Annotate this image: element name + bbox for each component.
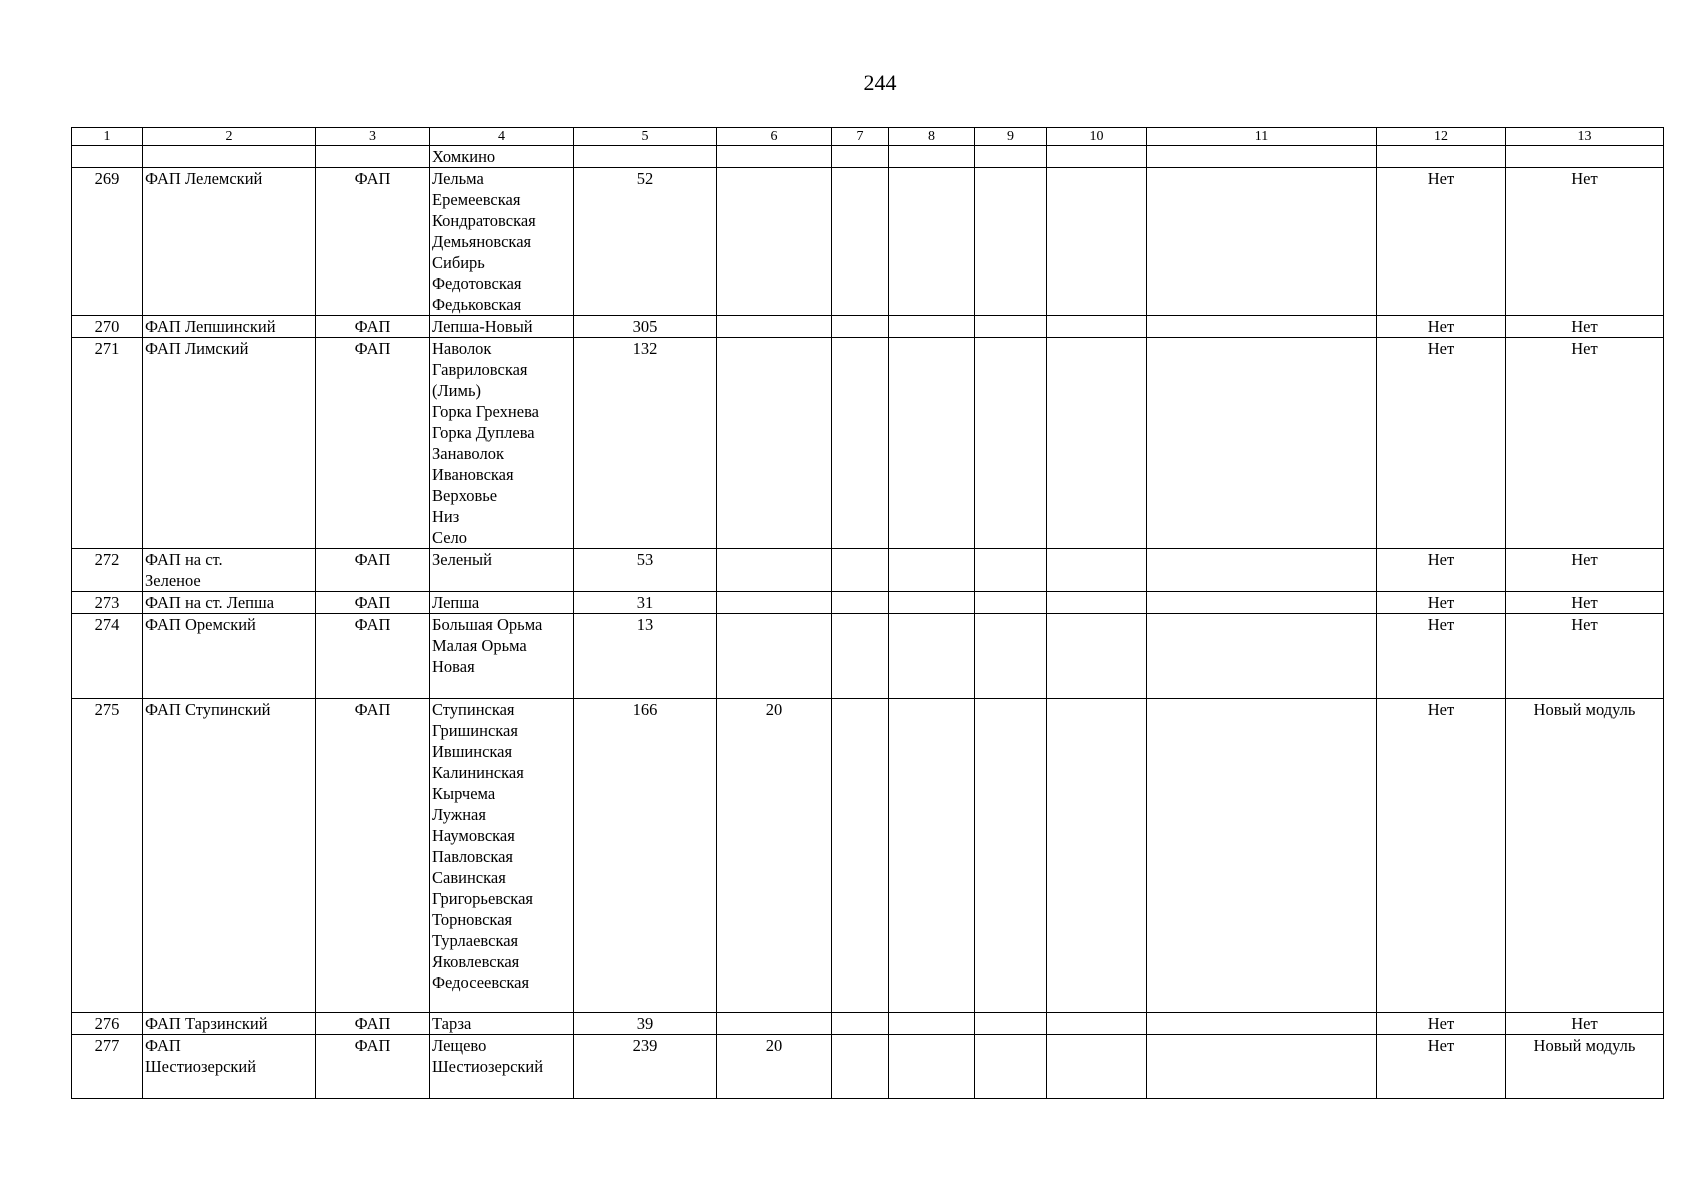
settlements: Зеленый bbox=[430, 549, 574, 592]
empty-cell bbox=[1147, 338, 1377, 549]
empty-cell bbox=[832, 1013, 889, 1035]
row-number: 271 bbox=[72, 338, 143, 549]
facility-name bbox=[143, 146, 316, 168]
facility-type: ФАП bbox=[316, 168, 430, 316]
column-6-value bbox=[717, 614, 832, 699]
column-6-value: 20 bbox=[717, 699, 832, 1013]
empty-cell bbox=[832, 338, 889, 549]
settlements: Наволок Гавриловская (Лимь) Горка Грехнева Горка Дуплева Занаволок Ивановская Верховье Низ Село bbox=[430, 338, 574, 549]
empty-cell bbox=[1147, 316, 1377, 338]
facility-name: ФАП Ступинский bbox=[143, 699, 316, 1013]
facility-name: ФАП Лепшинский bbox=[143, 316, 316, 338]
empty-cell bbox=[1147, 592, 1377, 614]
empty-cell bbox=[975, 1013, 1047, 1035]
empty-cell bbox=[1147, 549, 1377, 592]
empty-cell bbox=[889, 316, 975, 338]
column-13-value bbox=[1506, 146, 1664, 168]
facility-type: ФАП bbox=[316, 1013, 430, 1035]
page-number: 244 bbox=[863, 70, 897, 95]
header-row bbox=[72, 128, 1664, 146]
table-row bbox=[72, 592, 1664, 614]
empty-cell bbox=[832, 146, 889, 168]
settlements: Ступинская Гришинская Ившинская Калининская Кырчема Лужная Наумовская Павловская Савинская Григорьевская Торновская Турлаевская Яковлевская Федосеевская bbox=[430, 699, 574, 1013]
facility-type: ФАП bbox=[316, 699, 430, 1013]
population: 166 bbox=[574, 699, 717, 1013]
table-row bbox=[72, 338, 1664, 549]
table-row bbox=[72, 1013, 1664, 1035]
column-header: 12 bbox=[1377, 128, 1506, 146]
settlements: Лещево Шестиозерский bbox=[430, 1035, 574, 1099]
facility-type: ФАП bbox=[316, 1035, 430, 1099]
column-6-value bbox=[717, 1013, 832, 1035]
facility-type: ФАП bbox=[316, 316, 430, 338]
empty-cell bbox=[975, 146, 1047, 168]
empty-cell bbox=[1147, 699, 1377, 1013]
facility-name: ФАП Тарзинский bbox=[143, 1013, 316, 1035]
empty-cell bbox=[975, 338, 1047, 549]
row-number: 276 bbox=[72, 1013, 143, 1035]
column-header: 8 bbox=[889, 128, 975, 146]
settlements: Тарза bbox=[430, 1013, 574, 1035]
empty-cell bbox=[975, 168, 1047, 316]
column-6-value: 20 bbox=[717, 1035, 832, 1099]
population: 239 bbox=[574, 1035, 717, 1099]
empty-cell bbox=[975, 614, 1047, 699]
column-header: 4 bbox=[430, 128, 574, 146]
population: 53 bbox=[574, 549, 717, 592]
column-12-value: Нет bbox=[1377, 699, 1506, 1013]
column-12-value: Нет bbox=[1377, 592, 1506, 614]
population: 52 bbox=[574, 168, 717, 316]
column-6-value bbox=[717, 338, 832, 549]
facility-name: ФАП Лелемский bbox=[143, 168, 316, 316]
column-header: 9 bbox=[975, 128, 1047, 146]
column-13-value: Нет bbox=[1506, 592, 1664, 614]
empty-cell bbox=[889, 1013, 975, 1035]
table-row bbox=[72, 699, 1664, 1013]
row-number bbox=[72, 146, 143, 168]
column-12-value: Нет bbox=[1377, 614, 1506, 699]
column-12-value: Нет bbox=[1377, 549, 1506, 592]
column-12-value bbox=[1377, 146, 1506, 168]
empty-cell bbox=[832, 1035, 889, 1099]
column-header: 3 bbox=[316, 128, 430, 146]
empty-cell bbox=[1147, 1035, 1377, 1099]
row-number: 272 bbox=[72, 549, 143, 592]
row-number: 270 bbox=[72, 316, 143, 338]
empty-cell bbox=[1147, 614, 1377, 699]
row-number: 277 bbox=[72, 1035, 143, 1099]
table-row bbox=[72, 1035, 1664, 1099]
empty-cell bbox=[975, 549, 1047, 592]
population: 13 bbox=[574, 614, 717, 699]
row-number: 274 bbox=[72, 614, 143, 699]
empty-cell bbox=[1047, 699, 1147, 1013]
empty-cell bbox=[832, 549, 889, 592]
column-6-value bbox=[717, 168, 832, 316]
column-12-value: Нет bbox=[1377, 338, 1506, 549]
empty-cell bbox=[889, 614, 975, 699]
empty-cell bbox=[975, 699, 1047, 1013]
column-12-value: Нет bbox=[1377, 1013, 1506, 1035]
column-13-value: Новый модуль bbox=[1506, 1035, 1664, 1099]
empty-cell bbox=[889, 592, 975, 614]
column-13-value: Нет bbox=[1506, 338, 1664, 549]
column-6-value bbox=[717, 549, 832, 592]
empty-cell bbox=[889, 338, 975, 549]
population bbox=[574, 146, 717, 168]
facilities-table bbox=[71, 127, 1664, 1099]
empty-cell bbox=[832, 699, 889, 1013]
column-13-value: Нет bbox=[1506, 316, 1664, 338]
empty-cell bbox=[975, 592, 1047, 614]
empty-cell bbox=[832, 316, 889, 338]
facility-name: ФАП на ст. Лепша bbox=[143, 592, 316, 614]
column-13-value: Новый модуль bbox=[1506, 699, 1664, 1013]
settlements: Большая Орьма Малая Орьма Новая bbox=[430, 614, 574, 699]
row-number: 275 bbox=[72, 699, 143, 1013]
column-13-value: Нет bbox=[1506, 614, 1664, 699]
population: 31 bbox=[574, 592, 717, 614]
column-6-value bbox=[717, 146, 832, 168]
facility-type: ФАП bbox=[316, 549, 430, 592]
facility-name: ФАП Шестиозерский bbox=[143, 1035, 316, 1099]
empty-cell bbox=[832, 168, 889, 316]
column-13-value: Нет bbox=[1506, 168, 1664, 316]
empty-cell bbox=[889, 1035, 975, 1099]
facility-type: ФАП bbox=[316, 338, 430, 549]
empty-cell bbox=[832, 592, 889, 614]
column-header: 11 bbox=[1147, 128, 1377, 146]
column-6-value bbox=[717, 316, 832, 338]
population: 132 bbox=[574, 338, 717, 549]
settlements: Лепша bbox=[430, 592, 574, 614]
facility-name: ФАП на ст. Зеленое bbox=[143, 549, 316, 592]
table-row bbox=[72, 146, 1664, 168]
empty-cell bbox=[1147, 1013, 1377, 1035]
column-header: 7 bbox=[832, 128, 889, 146]
column-header: 6 bbox=[717, 128, 832, 146]
empty-cell bbox=[889, 549, 975, 592]
row-number: 269 bbox=[72, 168, 143, 316]
table-row bbox=[72, 168, 1664, 316]
column-header: 1 bbox=[72, 128, 143, 146]
empty-cell bbox=[1047, 338, 1147, 549]
column-13-value: Нет bbox=[1506, 549, 1664, 592]
empty-cell bbox=[889, 146, 975, 168]
population: 305 bbox=[574, 316, 717, 338]
empty-cell bbox=[1047, 1013, 1147, 1035]
empty-cell bbox=[832, 614, 889, 699]
row-number: 273 bbox=[72, 592, 143, 614]
empty-cell bbox=[1047, 1035, 1147, 1099]
column-12-value: Нет bbox=[1377, 1035, 1506, 1099]
table-row bbox=[72, 316, 1664, 338]
column-header: 5 bbox=[574, 128, 717, 146]
facility-name: ФАП Оремский bbox=[143, 614, 316, 699]
empty-cell bbox=[889, 168, 975, 316]
column-header: 10 bbox=[1047, 128, 1147, 146]
empty-cell bbox=[1047, 592, 1147, 614]
empty-cell bbox=[1047, 146, 1147, 168]
empty-cell bbox=[1047, 549, 1147, 592]
table-row bbox=[72, 614, 1664, 699]
column-12-value: Нет bbox=[1377, 168, 1506, 316]
table-row bbox=[72, 549, 1664, 592]
settlements: Лепша-Новый bbox=[430, 316, 574, 338]
empty-cell bbox=[1047, 614, 1147, 699]
column-13-value: Нет bbox=[1506, 1013, 1664, 1035]
settlements: Хомкино bbox=[430, 146, 574, 168]
facility-type: ФАП bbox=[316, 614, 430, 699]
empty-cell bbox=[975, 316, 1047, 338]
empty-cell bbox=[1047, 168, 1147, 316]
facility-name: ФАП Лимский bbox=[143, 338, 316, 549]
column-6-value bbox=[717, 592, 832, 614]
column-header: 2 bbox=[143, 128, 316, 146]
empty-cell bbox=[975, 1035, 1047, 1099]
empty-cell bbox=[1147, 146, 1377, 168]
empty-cell bbox=[889, 699, 975, 1013]
settlements: Лельма Еремеевская Кондратовская Демьяновская Сибирь Федотовская Федьковская bbox=[430, 168, 574, 316]
empty-cell bbox=[1147, 168, 1377, 316]
population: 39 bbox=[574, 1013, 717, 1035]
facility-type: ФАП bbox=[316, 592, 430, 614]
facility-type bbox=[316, 146, 430, 168]
column-header: 13 bbox=[1506, 128, 1664, 146]
column-12-value: Нет bbox=[1377, 316, 1506, 338]
empty-cell bbox=[1047, 316, 1147, 338]
